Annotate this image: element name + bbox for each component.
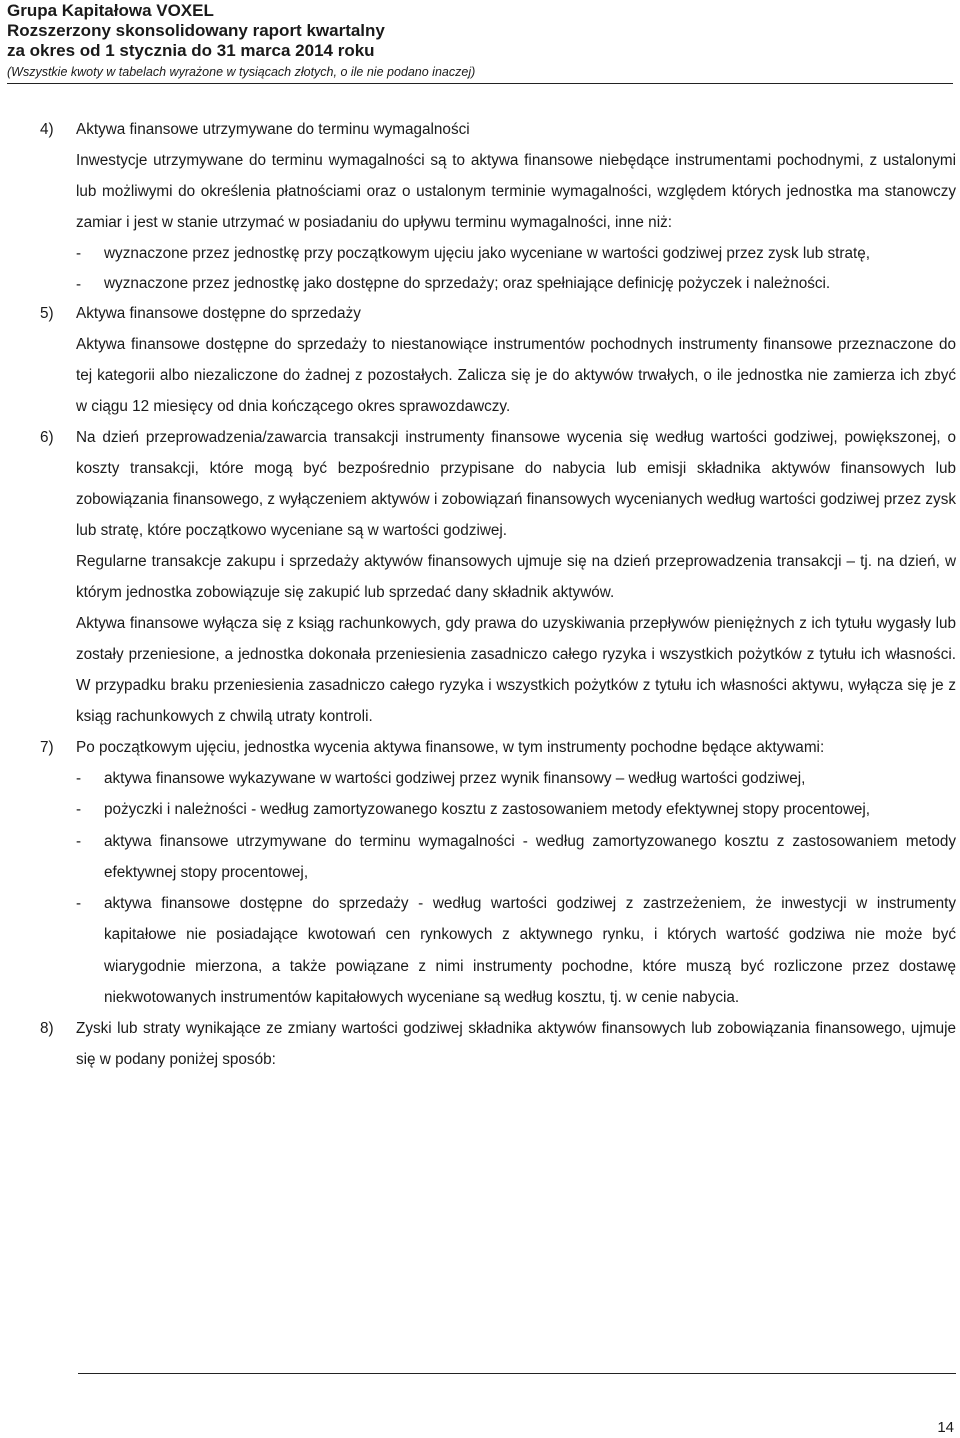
report-title: Rozszerzony skonsolidowany raport kwartalny [7,21,385,40]
list-item [76,794,956,825]
page-number: 14 [937,1419,954,1436]
bullet-dash: - [76,895,82,913]
bullet-dash: - [76,245,82,262]
list-item-text: aktywa finansowe utrzymywane do terminu wymagalności - według zamortyzowanego kosztu z zastosowaniem metody efektywnej stopy procentowej, [104,832,956,881]
section-6-paragraph-3: Aktywa finansowe wyłącza się z ksiąg rachunkowych, gdy prawa do uzyskiwania przepływów pieniężnych z ich tytułu wygasły lub zostały przeniesione, a jednostka dokonała przeniesienia zasadniczo całego ryzyka i wszystkich pożytków z tytułu ich własności. W przypadku braku przeniesienia zasadniczo całego ryzyka i wszystkich pożytków z tytułu ich własności aktywu, wyłącza się je z ksiąg rachunkowych z chwilą utraty kontroli. [76,615,956,725]
header-divider [7,83,953,84]
section-number: 6) [40,429,54,446]
section-7 [40,732,956,763]
list-item-text: aktywa finansowe wykazywane w wartości godziwej przez wynik finansowy – według wartości godziwej, [104,770,806,787]
section-5 [40,298,956,329]
section-number: 4) [40,121,54,138]
section-4-paragraph: Inwestycje utrzymywane do terminu wymagalności są to aktywa finansowe niebędące instrumentami pochodnymi, z ustalonymi lub możliwymi do określenia płatnościami oraz o ustalonym terminie wymagalności, względem których jednostka ma stanowczy zamiar i jest w stanie utrzymać w posiadaniu do upływu terminu wymagalności, inne niż: [76,152,956,231]
bullet-dash: - [76,770,82,787]
list-item [76,763,956,794]
list-item [76,269,956,298]
section-7-paragraph: Po początkowym ujęciu, jednostka wycenia aktywa finansowe, w tym instrumenty pochodne będące aktywami: [76,739,825,756]
bullet-dash: - [76,801,82,819]
list-item-text: pożyczki i należności - według zamortyzowanego kosztu z zastosowaniem metody efektywnej stopy procentowej, [104,801,871,819]
list-item-text: wyznaczone przez jednostkę przy początkowym ujęciu jako wyceniane w wartości godziwej przez zysk lub stratę, [104,245,871,262]
section-6 [40,422,956,546]
section-number: 7) [40,739,54,756]
section-5-paragraph: Aktywa finansowe dostępne do sprzedaży to niestanowiące instrumentów pochodnych instrumenty finansowe przeznaczone do tej kategorii albo niezaliczone do żadnej z pozostałych. Zalicza się je do aktywów trwałych, o ile jednostka nie zamierza ich zbyć w ciągu 12 miesięcy od dnia kończącego okres sprawozdawczy. [76,336,956,415]
bullet-dash: - [76,276,82,293]
section-6-paragraph-1: Na dzień przeprowadzenia/zawarcia transakcji instrumenty finansowe wycenia się według wartości godziwej, powiększonej, o koszty transakcji, które mogą być bezpośrednio przypisane do nabycia lub emisji składnika aktywów finansowych lub zobowiązania finansowego, z wyłączeniem aktywów i zobowiązań finansowych wycenianych według wartości godziwej przez zysk lub stratę, które początkowo wyceniane są w wartości godziwej. [76,429,956,539]
report-period: za okres od 1 stycznia do 31 marca 2014 roku [7,41,375,60]
company-name: Grupa Kapitałowa VOXEL [7,1,214,20]
bullet-dash: - [76,832,82,850]
section-4 [40,114,956,145]
list-item [76,238,956,269]
list-item-text: aktywa finansowe dostępne do sprzedaży - według wartości godziwej z zastrzeżeniem, że inwestycji w instrumenty kapitałowe nie posiadające kwotowań cen rynkowych z aktywnego rynku, i których wartość godziwa nie może być wiarygodnie mierzona, a także powiązane z nimi instrumenty pochodne, które muszą być rozliczone przez dostawę niekwotowanych instrumentów kapitałowych wyceniane są według kosztu, tj. w cenie nabycia. [104,895,956,1007]
document-body [40,114,956,1075]
list-item-text: wyznaczone przez jednostkę jako dostępne do sprzedaży; oraz spełniające definicję pożyczek i należności. [104,275,831,292]
section-6-paragraph-2: Regularne transakcje zakupu i sprzedaży aktywów finansowych ujmuje się na dzień przeprowadzenia transakcji – tj. na dzień, w którym jednostka zobowiązuje się zakupić lub sprzedać dany składnik aktywów. [76,553,956,601]
section-number: 8) [40,1020,54,1038]
section-8-paragraph: Zyski lub straty wynikające ze zmiany wartości godziwej składnika aktywów finansowych lub zobowiązania finansowego, ujmuje się w podany poniżej sposób: [76,1020,956,1069]
footer-divider [78,1373,956,1374]
list-item [76,888,956,1013]
list-item [76,826,956,889]
page-header [7,0,953,80]
amounts-note: (Wszystkie kwoty w tabelach wyrażone w tysiącach złotych, o ile nie podano inaczej) [7,65,476,79]
section-title: Aktywa finansowe utrzymywane do terminu wymagalności [76,121,470,138]
section-number: 5) [40,305,54,322]
section-title: Aktywa finansowe dostępne do sprzedaży [76,305,361,322]
section-8 [40,1013,956,1075]
